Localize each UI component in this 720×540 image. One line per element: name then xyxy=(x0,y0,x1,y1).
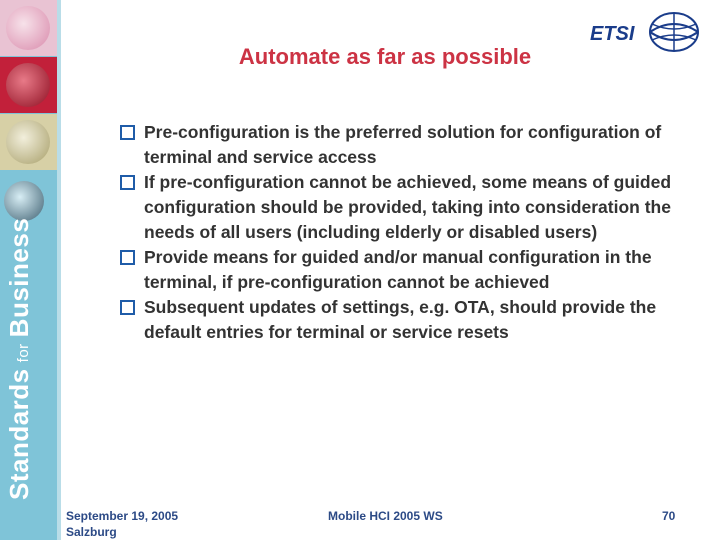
logo-text: ETSI xyxy=(590,23,635,45)
sidebar-text-business: Business xyxy=(4,217,34,338)
footer-location: Salzburg xyxy=(66,525,117,539)
footer-event: Mobile HCI 2005 WS xyxy=(328,509,443,523)
sidebar-tagline xyxy=(4,218,35,500)
bullet-item xyxy=(120,120,700,170)
page-number: 70 xyxy=(662,509,676,523)
footer-date: September 19, 2005 xyxy=(66,509,179,523)
bullet-text: Subsequent updates of settings, e.g. OTA, should provide the default entries for terminal or service resets xyxy=(144,297,657,342)
bullet-text: Pre-configuration is the preferred solution for configuration of terminal and service access xyxy=(144,122,662,167)
bullet-item xyxy=(120,295,700,345)
bullet-text: If pre-configuration cannot be achieved, some means of guided configuration should be provided, taking into consideration the needs of all users (including elderly or disabled users) xyxy=(144,172,672,242)
bullet-text: Provide means for guided and/or manual configuration in the terminal, if pre-configuration cannot be achieved xyxy=(144,247,652,292)
sidebar-text-standards: Standards xyxy=(4,368,34,500)
globe-icon xyxy=(6,120,50,164)
bullet-item xyxy=(120,170,700,245)
sidebar-text-for: for xyxy=(15,343,32,363)
sidebar-divider xyxy=(57,0,61,540)
bullet-list xyxy=(120,120,700,345)
globe-icon xyxy=(6,6,50,50)
checkbox-bullet-icon xyxy=(120,300,135,315)
sidebar-tile-pink xyxy=(0,0,57,56)
checkbox-bullet-icon xyxy=(120,175,135,190)
sidebar xyxy=(0,0,57,540)
globe-icon xyxy=(6,63,50,107)
footer-date-location xyxy=(66,508,178,540)
globe-icon xyxy=(4,181,44,221)
bullet-item xyxy=(120,245,700,295)
checkbox-bullet-icon xyxy=(120,250,135,265)
sidebar-tile-red xyxy=(0,57,57,113)
slide-title: Automate as far as possible xyxy=(238,44,532,69)
sidebar-tile-olive xyxy=(0,114,57,170)
checkbox-bullet-icon xyxy=(120,125,135,140)
